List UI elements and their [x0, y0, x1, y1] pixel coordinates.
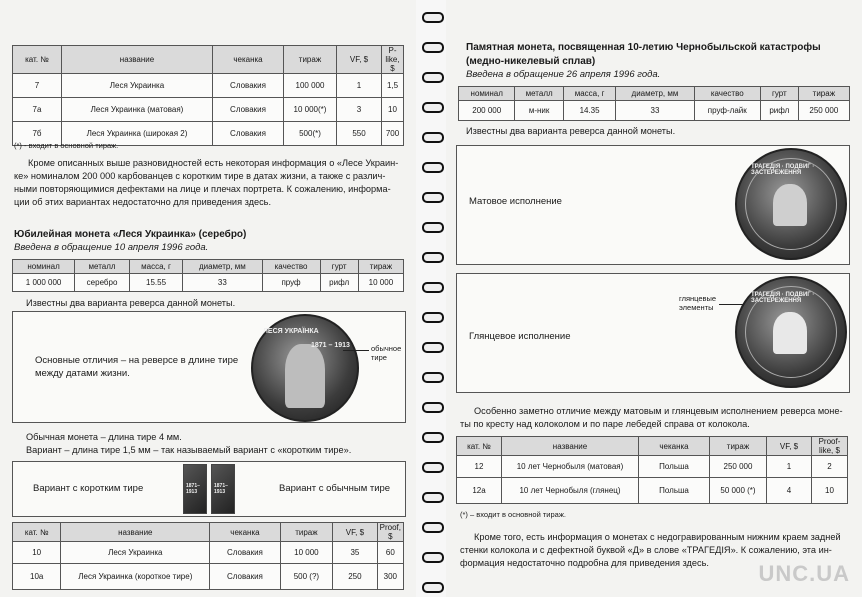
paragraph — [460, 405, 852, 431]
table-row — [13, 74, 404, 98]
th: качество — [262, 260, 320, 274]
release-date: Введена в обращение 10 апреля 1996 года. — [14, 242, 209, 253]
paragraph-line: ке» номиналом 200 000 карбованцев с коротким тире в датах жизни, а также с различ- — [14, 171, 386, 181]
matte-coin — [735, 148, 847, 260]
dash-info: Обычная монета – длина тире 4 мм. — [26, 432, 182, 442]
table-row — [457, 478, 848, 504]
binding-ring — [422, 462, 444, 473]
callout-line-text: обычное — [371, 344, 402, 353]
cell: 2 — [812, 456, 848, 478]
spec-table-2 — [458, 86, 850, 121]
cell: 1,5 — [382, 74, 404, 98]
matte-box — [456, 145, 850, 265]
cell: Леся Украинка (короткое тире) — [61, 564, 210, 590]
cell: Польша — [639, 478, 710, 504]
catalog-table-2 — [12, 522, 404, 590]
section-heading-2: (медно-никелевый сплав) — [466, 56, 596, 67]
cell: 4 — [767, 478, 812, 504]
table-row — [13, 542, 404, 564]
th: VF, $ — [767, 437, 812, 456]
th: Proof, $ — [377, 523, 403, 542]
portrait-image — [285, 344, 325, 408]
short-dash-label: Вариант с коротким тире — [33, 483, 144, 494]
catalog-table-1 — [12, 45, 404, 146]
th: VF, $ — [333, 523, 378, 542]
th: Proof-like, $ — [812, 437, 848, 456]
paragraph-line: ции об этих вариантах недостаточно для приведения здесь. — [14, 197, 272, 207]
table-row — [13, 274, 404, 292]
cell: 1 — [337, 74, 382, 98]
th: масса, г — [129, 260, 182, 274]
th: название — [62, 46, 213, 74]
th: кат. № — [13, 523, 61, 542]
cell: 10 — [812, 478, 848, 504]
th: качество — [694, 87, 760, 101]
cell: 10 — [382, 98, 404, 122]
th: тираж — [798, 87, 849, 101]
table-header — [459, 87, 850, 101]
paragraph-line: формация недостаточно подробна для приведения здесь. — [460, 558, 709, 568]
th: тираж — [710, 437, 767, 456]
th: диаметр, мм — [616, 87, 694, 101]
cell: 7 — [13, 74, 62, 98]
normal-dash-photo — [211, 464, 235, 514]
cell: 250 000 — [798, 101, 849, 121]
th: номинал — [459, 87, 515, 101]
thumb-years: 1871–1913 — [186, 483, 200, 495]
binding-ring — [422, 102, 444, 113]
binding-ring — [422, 72, 444, 83]
binding-ring — [422, 432, 444, 443]
binding-ring — [422, 192, 444, 203]
spec-table-1 — [12, 259, 404, 292]
binding-ring — [422, 252, 444, 263]
section-heading: Юбилейная монета «Леся Украинка» (серебро) — [14, 229, 247, 240]
paragraph-line: ты по кресту над колоколом и по паре лебедей справа от колокола. — [460, 419, 750, 429]
th: диаметр, мм — [183, 260, 262, 274]
binding-ring — [422, 222, 444, 233]
th: гурт — [320, 260, 358, 274]
table-header — [13, 46, 404, 74]
th: P-like, $ — [382, 46, 404, 74]
cell: Словакия — [213, 74, 284, 98]
right-page — [446, 0, 862, 597]
cell: 33 — [183, 274, 262, 292]
callout-line — [343, 350, 369, 351]
binding-ring — [422, 552, 444, 563]
cell: 550 — [337, 122, 382, 146]
cell: 10 — [13, 542, 61, 564]
coin-legend: ТРАГЕДІЯ · ПОДВИГ · ЗАСТЕРЕЖЕННЯ — [751, 164, 815, 176]
th: VF, $ — [337, 46, 382, 74]
catalog-table-3 — [456, 436, 848, 504]
cell: Словакия — [210, 564, 280, 590]
th: чеканка — [210, 523, 280, 542]
gloss-callout — [679, 294, 716, 312]
callout-line-text: тире — [371, 353, 387, 362]
spiral-binding — [416, 0, 446, 597]
cell: 12 — [457, 456, 502, 478]
table-header — [457, 437, 848, 456]
box-text-line: между датами жизни. — [35, 368, 130, 379]
cell: 10 000(*) — [284, 98, 337, 122]
footnote: (*) – входит в основной тираж. — [460, 510, 566, 519]
binding-ring — [422, 492, 444, 503]
cell: пруф — [262, 274, 320, 292]
cell: 10а — [13, 564, 61, 590]
cell: Леся Украинка (широкая 2) — [62, 122, 213, 146]
cell: рифл — [760, 101, 798, 121]
binding-ring — [422, 162, 444, 173]
cell: рифл — [320, 274, 358, 292]
th: тираж — [280, 523, 333, 542]
table-row — [459, 101, 850, 121]
cell: 10 000 — [280, 542, 333, 564]
section-heading: Памятная монета, посвященная 10-летию Чернобыльской катастрофы — [466, 42, 821, 53]
th: металл — [75, 260, 130, 274]
cell: 10 лет Чернобыля (глянец) — [502, 478, 639, 504]
cell: 300 — [377, 564, 403, 590]
variant-box — [12, 311, 406, 423]
cell: 7б — [13, 122, 62, 146]
variants-line: Известны два варианта реверса данной монеты. — [466, 126, 676, 136]
cell: 500(*) — [284, 122, 337, 146]
th: тираж — [358, 260, 403, 274]
cell: пруф-лайк — [694, 101, 760, 121]
th: масса, г — [563, 87, 616, 101]
coin-legend: ЛЕСЯ УКРАЇНКА — [263, 328, 319, 335]
th: тираж — [284, 46, 337, 74]
cell: Словакия — [213, 98, 284, 122]
cell: 1 000 000 — [13, 274, 75, 292]
cell: 14.35 — [563, 101, 616, 121]
callout-line-text: глянцевые — [679, 294, 717, 303]
table-header — [13, 523, 404, 542]
gloss-label: Глянцевое исполнение — [469, 331, 571, 342]
cell: 100 000 — [284, 74, 337, 98]
gloss-box — [456, 273, 850, 393]
binding-ring — [422, 312, 444, 323]
paragraph-line: Кроме описанных выше разновидностей есть некоторая информация о «Лесе Украин- — [28, 158, 399, 168]
cell: Леся Украинка — [62, 74, 213, 98]
thumb-years: 1871–1913 — [214, 483, 228, 495]
callout-line-text: элементы — [679, 303, 714, 312]
th: название — [502, 437, 639, 456]
paragraph-line: Кроме того, есть информация о монетах с недогравированным нижним краем задней — [474, 532, 841, 542]
paragraph-line: Особенно заметно отличие между матовым и глянцевым исполнением реверса моне- — [474, 406, 843, 416]
cell: 50 000 (*) — [710, 478, 767, 504]
cell: Словакия — [210, 542, 280, 564]
binding-ring — [422, 582, 444, 593]
cell: 12а — [457, 478, 502, 504]
binding-ring — [422, 282, 444, 293]
callout-label — [371, 344, 401, 362]
paragraph — [14, 157, 404, 209]
left-page — [0, 0, 416, 597]
coin-years: 1871 – 1913 — [311, 342, 350, 349]
binding-ring — [422, 522, 444, 533]
cell: 35 — [333, 542, 378, 564]
table-header — [13, 260, 404, 274]
binding-ring — [422, 402, 444, 413]
binding-ring — [422, 342, 444, 353]
box-text — [35, 354, 238, 380]
box-text-line: Основные отличия – на реверсе в длине тире — [35, 355, 239, 366]
cell: 1 — [767, 456, 812, 478]
short-dash-photo — [183, 464, 207, 514]
cell: Леся Украинка (матовая) — [62, 98, 213, 122]
cell: 10 000 — [358, 274, 403, 292]
binding-ring — [422, 12, 444, 23]
cell: Польша — [639, 456, 710, 478]
cell: Словакия — [213, 122, 284, 146]
cell: 15.55 — [129, 274, 182, 292]
binding-ring — [422, 372, 444, 383]
normal-dash-label: Вариант с обычным тире — [279, 483, 391, 494]
table-row — [457, 456, 848, 478]
cell: 500 (?) — [280, 564, 333, 590]
cell: 33 — [616, 101, 694, 121]
table-row — [13, 98, 404, 122]
footnote: (*) - входит в основной тираж. — [14, 141, 119, 150]
th: кат. № — [13, 46, 62, 74]
cell: 200 000 — [459, 101, 515, 121]
dash-info: Вариант – длина тире 1,5 мм – так называемый вариант с «коротким тире». — [26, 445, 352, 455]
coin-legend: ТРАГЕДІЯ · ПОДВИГ · ЗАСТЕРЕЖЕННЯ — [751, 292, 815, 304]
th: чеканка — [213, 46, 284, 74]
cell: Леся Украинка — [61, 542, 210, 564]
th: гурт — [760, 87, 798, 101]
release-date: Введена в обращение 26 апреля 1996 года. — [466, 69, 661, 80]
cell: 250 000 — [710, 456, 767, 478]
bell-image — [773, 312, 807, 354]
bell-image — [773, 184, 807, 226]
th: чеканка — [639, 437, 710, 456]
binding-ring — [422, 132, 444, 143]
matte-label: Матовое исполнение — [469, 196, 562, 207]
cell: серебро — [75, 274, 130, 292]
th: кат. № — [457, 437, 502, 456]
cell: 3 — [337, 98, 382, 122]
cell: 7а — [13, 98, 62, 122]
cell: м-ник — [515, 101, 563, 121]
cell: 250 — [333, 564, 378, 590]
gloss-coin — [735, 276, 847, 388]
dash-variants-box — [12, 461, 406, 517]
table-row — [13, 564, 404, 590]
cell: 60 — [377, 542, 403, 564]
paragraph-line: стенки колокола и с дефектной буквой «Д» в слове «ТРАГЕДІЯ». К сожалению, эта ин- — [460, 545, 832, 555]
binding-ring — [422, 42, 444, 53]
th: название — [61, 523, 210, 542]
cell: 700 — [382, 122, 404, 146]
th: номинал — [13, 260, 75, 274]
th: металл — [515, 87, 563, 101]
site-watermark: UNC.UA — [758, 561, 850, 586]
lesya-coin — [251, 314, 359, 422]
variants-line: Известны два варианта реверса данной монеты. — [26, 298, 236, 308]
paragraph-line: ными повторяющимися дефектами на лице и плечах портрета. К сожалению, информа- — [14, 184, 391, 194]
cell: 10 лет Чернобыля (матовая) — [502, 456, 639, 478]
